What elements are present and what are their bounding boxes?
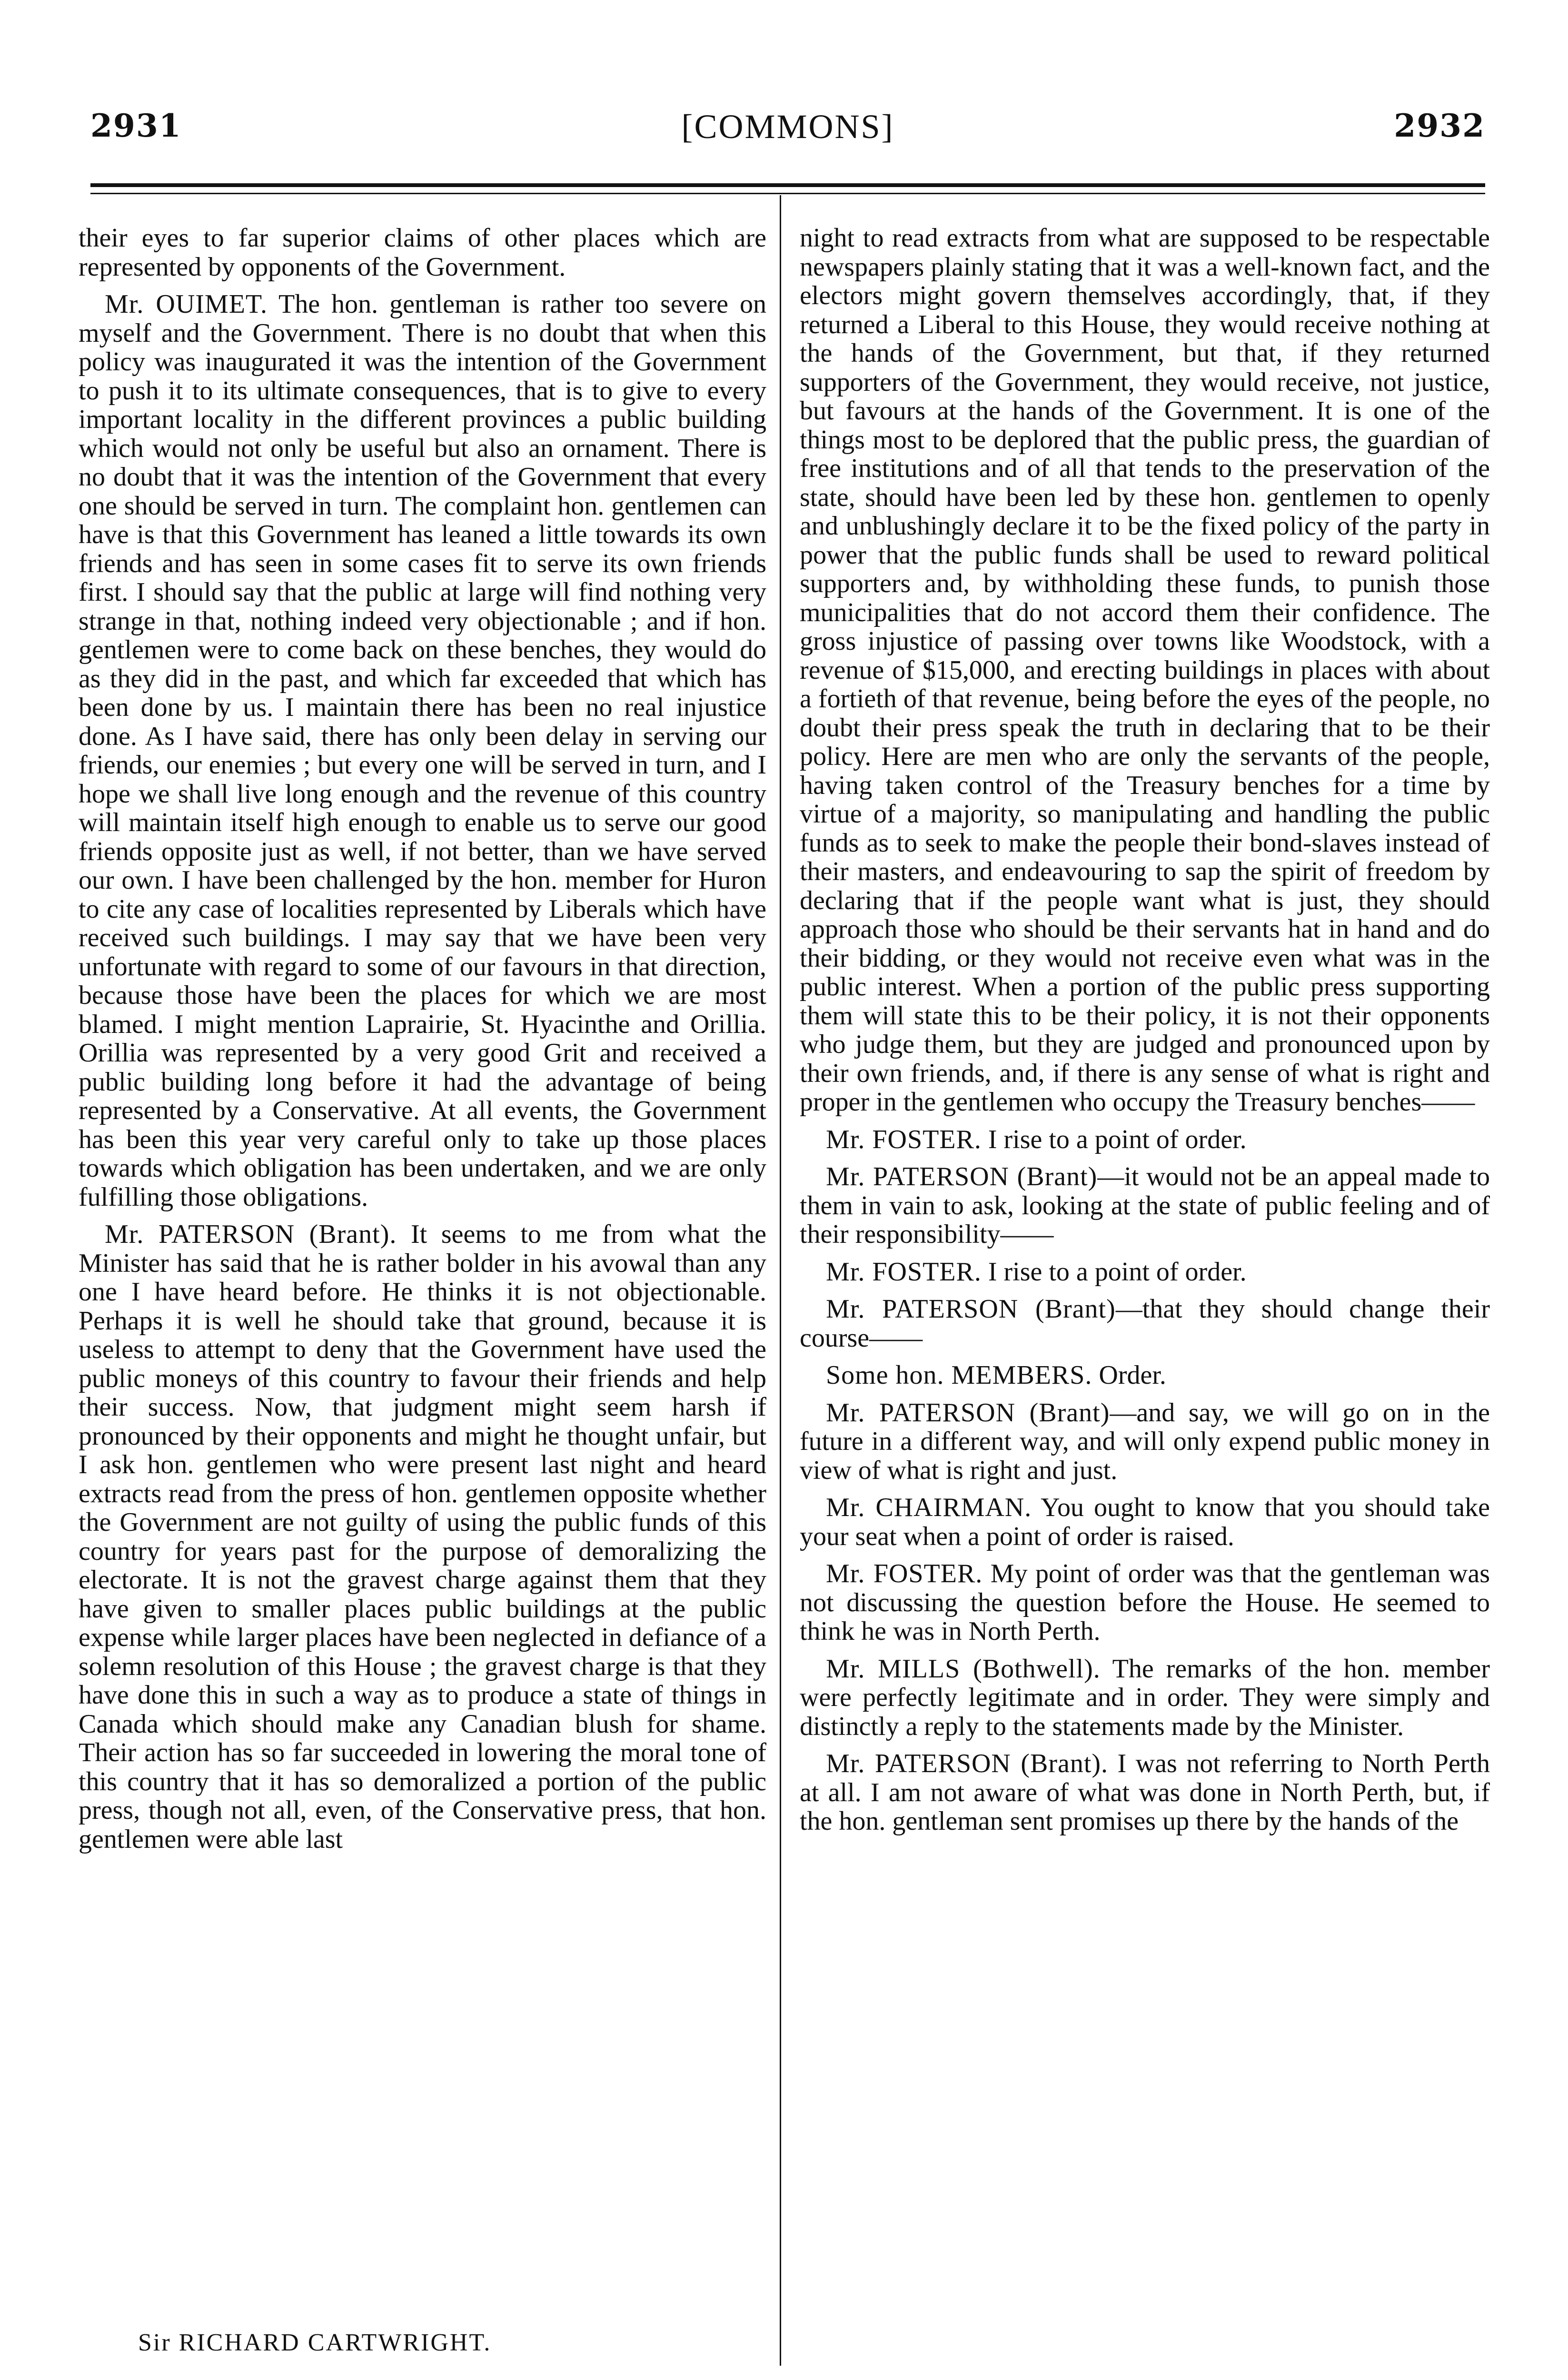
speaker-name: Mr. MILLS (Bothwell). [826,1654,1101,1684]
paragraph-text: night to read extracts from what are supposed to be respectable newspapers plainly stating that it was a well-known fact, and the electors might govern themselves accordingly, that, if they returned a Liberal to this House, they would receive nothing at the hands of the Government, but that, if they returned supporters of the Government, they would receive, not justice, but favours at the hands of the Government. It is one of the things most to be deplored that the public press, the guardian of free institutions and of all that tends to the preservation of the state, should have been led by these hon. gentlemen to openly and unblushingly declare it to be the fixed policy of the party in power that the public funds shall be used to reward political supporters and, by withholding these funds, to punish those municipalities that do not accord them their confidence. The gross injustice of passing over towns like Woodstock, with a revenue of $15,000, and erecting buildings in places with about a fortieth of that revenue, being before the eyes of the people, no doubt their press speak the truth in declaring that to be their policy. Here are men who are only the servants of the people, having taken control of the Treasury benches for a time by virtue of a majority, so manipulating and handling the public funds as to seek to make the people their bond-slaves instead of their masters, and endeavouring to sap the spirit of freedom by declaring that if the people want what is just, they should approach those who should be their servants hat in hand and do their bidding, or they would not receive even what was in the public interest. When a portion of the public press supporting them will state this to be their policy, it is not their opponents who judge them, but they are judged and pronounced upon by their own friends, and, if there is any sense of what is right and proper in the gentlemen who occupy the Treasury benches—— [800,224,1490,1117]
paragraph [800,1361,1490,1390]
paragraph [800,224,1490,1117]
page-header [90,107,1485,159]
paragraph-text: You ought to know that you should take your seat when a point of order is raised. [800,1493,1490,1551]
right-column [800,224,1490,2323]
header-rule-thick [90,183,1485,187]
speaker-name: Mr. FOSTER. [826,1559,983,1588]
page-number-right: 2932 [1394,107,1485,144]
paragraph-text: —that they should change their course—— [800,1294,1490,1353]
paragraph-text: I was not referring to North Perth at all. I am not aware of what was done in North Perth, but, if the hon. gentleman sent promises up there by the hands of the [800,1749,1490,1836]
header-rule-thin [90,193,1485,194]
paragraph [800,1125,1490,1154]
paragraph-text: It seems to me from what the Minister has said that he is rather bolder in his avowal than any one I have heard before. He thinks it is not objectionable. Perhaps it is well he should take that ground, because it is useless to attempt to deny that the Government have used the public moneys of this country to favour their friends and help their success. Now, that judgment might seem harsh if pronounced by their opponents and might he thought unfair, but I ask hon. gentlemen who were present last night and heard extracts read from the press of hon. gentlemen opposite whether the Government are not guilty of using the public funds of this country for years past for the purpose of demoralizing the electorate. It is not the gravest charge against them that they have given to smaller places public buildings at the public expense while larger places have been neglected in defiance of a solemn resolution of this House ; the gravest charge is that they have done this in such a way as to produce a state of things in Canada which should make any Canadian blush for shame. Their action has so far succeeded in lowering the moral tone of this country that it has so demoralized a portion of the public press, though not all, even, of the Conservative press, that hon. gentlemen were able last [79,1220,766,1854]
paragraph-text: —and say, we will go on in the future in a different way, and will only expend public money in view of what is right and just. [800,1398,1490,1485]
paragraph [800,1258,1490,1287]
paragraph [800,1162,1490,1249]
speaker-name: Mr. OUIMET. [105,289,268,319]
speaker-name: Mr. FOSTER. [826,1124,982,1154]
column-divider [780,195,781,2366]
paragraph-text: Order. [1092,1360,1166,1390]
speaker-name: Mr. PATERSON (Brant) [826,1162,1098,1191]
paragraph-text: their eyes to far superior claims of other places which are represented by opponents of the Government. [79,224,766,282]
paragraph [800,1655,1490,1741]
footer-speaker-reference: Sir RICHARD CARTWRIGHT. [138,2329,492,2356]
paragraph-text: I rise to a point of order. [981,1257,1247,1287]
speaker-name: Some hon. MEMBERS. [826,1360,1092,1390]
paragraph [79,290,766,1211]
speaker-name: Mr. PATERSON (Brant) [826,1294,1116,1324]
paragraph-text: My point of order was that the gentleman was not discussing the question before the House. He seemed to think he was in North Perth. [800,1559,1490,1646]
speaker-name: Mr. PATERSON (Brant). [826,1749,1109,1778]
page-number-left: 2931 [90,107,182,144]
left-column [79,224,766,2323]
paragraph [79,224,766,281]
paragraph-text: The hon. gentleman is rather too severe on myself and the Government. There is no doubt that when this policy was inaugurated it was the intention of the Government to push it to its ultimate consequences, that is to give to every important locality in the different provinces a public building which would not only be useful but also an ornament. There is no doubt that it was the intention of the Government that every one should be served in turn. The complaint hon. gentlemen can have is that this Government has leaned a little towards its own friends and has seen in some cases fit to serve its own friends first. I should say that the public at large will find nothing very strange in that, nothing indeed very objectionable ; and if hon. gentlemen were to come back on these benches, they would do as they did in the past, and which far exceeded that which has been done by us. I maintain there has been no real injustice done. As I have said, there has only been delay in serving our friends, our enemies ; but every one will be served in turn, and I hope we shall live long enough and the revenue of this country will maintain itself high enough to enable us to serve our good friends opposite just as well, if not better, than we have served our own. I have been challenged by the hon. member for Huron to cite any case of localities represented by Liberals which have received such buildings. I may say that we have been very unfortunate with regard to some of our favours in that direction, because those have been the places for which we are most blamed. I might mention Laprairie, St. Hyacinthe and Orillia. Orillia was represented by a very good Grit and received a public building long before it had the advantage of being represented by a Conservative. At all events, the Government has been this year very careful only to take up those places towards which obligation has been undertaken, and we are only fulfilling those obligations. [79,289,766,1212]
paragraph-text: —it would not be an appeal made to them in vain to ask, looking at the state of public feeling and of their responsibility—— [800,1162,1490,1249]
speaker-name: Mr. PATERSON (Brant) [826,1398,1110,1428]
paragraph [800,1559,1490,1646]
paragraph [800,1749,1490,1836]
speaker-name: Mr. FOSTER. [826,1257,982,1287]
paragraph [800,1493,1490,1551]
paragraph-text: I rise to a point of order. [981,1124,1247,1154]
paragraph [800,1398,1490,1485]
speaker-name: Mr. CHAIRMAN. [826,1493,1032,1522]
paragraph [800,1295,1490,1352]
paragraph-text: The remarks of the hon. member were perfectly legitimate and in order. They were simply and distinctly a reply to the statements made by the Minister. [800,1654,1490,1741]
paragraph [79,1220,766,1854]
section-title: [COMMONS] [681,108,894,146]
speaker-name: Mr. PATERSON (Brant). [105,1220,397,1249]
